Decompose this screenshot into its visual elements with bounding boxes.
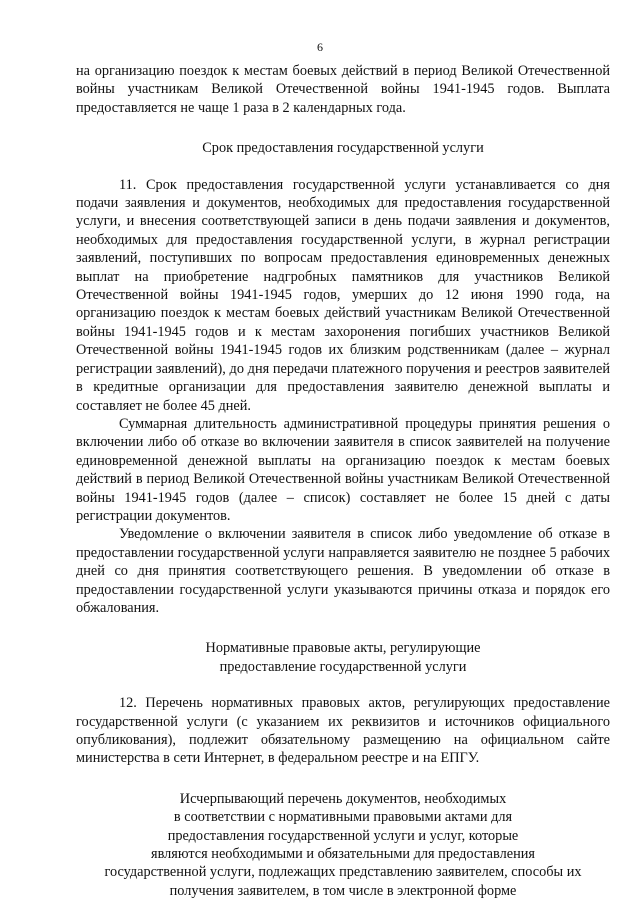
page-number: 6 <box>317 40 323 54</box>
heading-line: государственной услуги, подлежащих представлению заявителем, способы их <box>104 864 582 881</box>
document-body <box>76 62 610 900</box>
section-heading-documents <box>76 790 610 900</box>
paragraph-11-notification: Уведомление о включении заявителя в список либо уведомление об отказе в предоставлении государственной услуги направляется заявителю не позднее 5 рабочих дней со дня принятия соответствующего решения. В уведомлении об отказе в предоставлении государственной услуги указываются причины отказа и порядок его обжалования. <box>76 526 610 616</box>
paragraph-12: 12. Перечень нормативных правовых актов, регулирующих предоставление государственной услуги (с указанием их реквизитов и источников официального опубликования), подлежит обязательному размещению на официальном сайте министерства в сети Интернет, в федеральном реестре и на ЕПГУ. <box>76 695 610 767</box>
paragraph-11: 11. Срок предоставления государственной услуги устанавливается со дня подачи заявления и документов, необходимых для предоставления государственной услуги, и внесения соответствующей записи в день подачи заявления и документов, необходимых для предоставления государственной услуги, в журнал регистрации заявлений, поступивших по вопросам предоставления единовременных денежных выплат на приобретение надгробных памятников для участников Великой Отечественной войны 1941-1945 годов, умерших до 12 июня 1990 года, на организацию поездок к местам боевых действий участникам Великой Отечественной войны 1941-1945 годов и к местам захоронения погибших участников Великой Отечественной войны 1941-1945 годов их близким родственникам (далее – журнал регистрации заявлений), до дня передачи платежного поручения и реестров заявителей в кредитные организации для предоставления заявителю денежной выплаты и составляет не более 45 дней. <box>76 176 610 414</box>
section-heading-term <box>76 139 610 157</box>
heading-line: в соответствии с нормативными правовыми актами для <box>173 809 513 826</box>
heading-line: являются необходимыми и обязательными для предоставления <box>151 846 535 863</box>
heading-line: Срок предоставления государственной услуги <box>202 140 484 157</box>
paragraph-continuation: на организацию поездок к местам боевых действий в период Великой Отечественной войны участникам Великой Отечественной войны 1941-1945 годов. Выплата предоставляется не чаще 1 раза в 2 календарных года. <box>76 63 610 116</box>
heading-line: предоставление государственной услуги <box>219 658 467 675</box>
heading-line: Исчерпывающий перечень документов, необходимых <box>179 790 507 807</box>
heading-line: Нормативные правовые акты, регулирующие <box>205 640 481 657</box>
paragraph-11-duration: Суммарная длительность административной процедуры принятия решения о включении либо об отказе во включении заявителя в список заявителей на получение единовременной денежной выплаты на организацию поездок к местам боевых действий в период Великой Отечественной войны участникам Великой Отечественной войны 1941-1945 годов (далее – список) составляет не более 15 дней с даты регистрации документов. <box>76 415 610 524</box>
section-heading-regulations <box>76 639 610 676</box>
heading-line: предоставления государственной услуги и услуг, которые <box>167 827 519 844</box>
heading-line: получения заявителем, в том числе в электронной форме <box>169 882 517 899</box>
